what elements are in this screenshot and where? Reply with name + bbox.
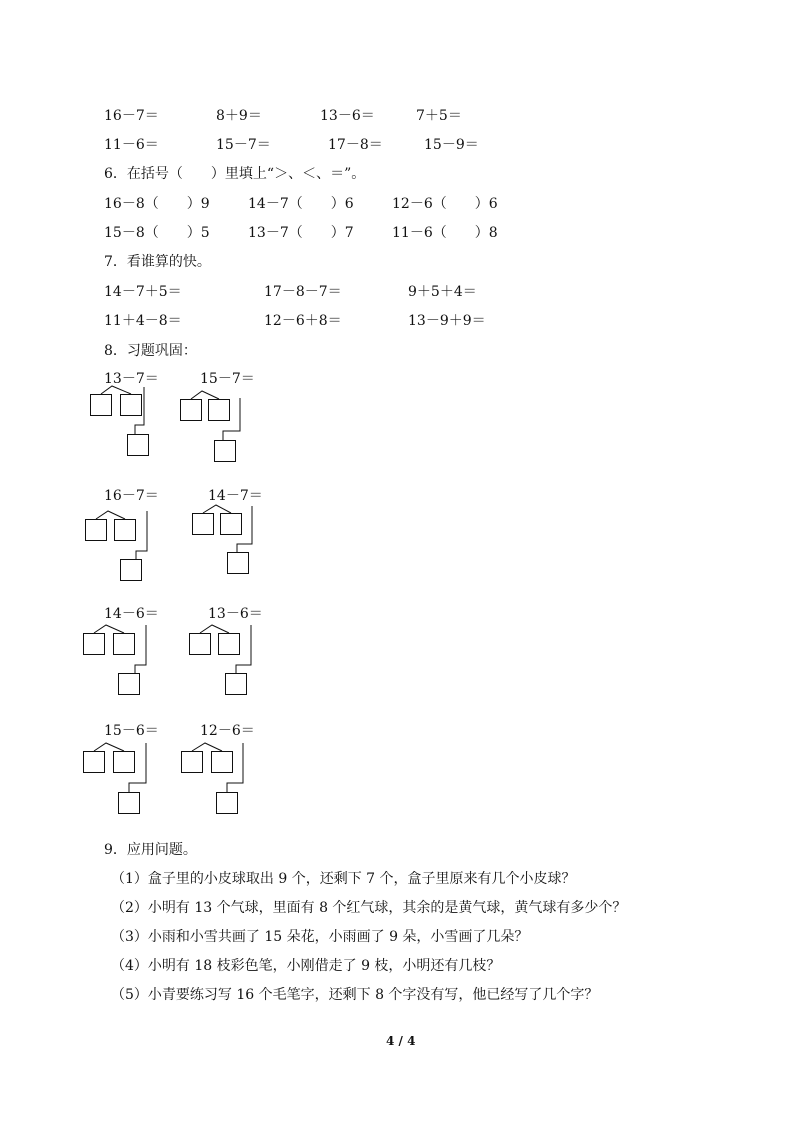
answer-box[interactable] (227, 552, 249, 574)
answer-box[interactable] (180, 399, 202, 421)
answer-box[interactable] (120, 394, 142, 416)
answer-box[interactable] (113, 633, 135, 655)
branch-line (191, 391, 219, 399)
page-number: 4 / 4 (386, 1034, 416, 1048)
q9-item-3: （3）小雨和小雪共画了 15 朵花，小雨画了 9 朵，小雪画了几朵？ (111, 929, 529, 945)
branch-line (192, 743, 222, 751)
answer-box[interactable] (113, 751, 135, 773)
answer-box[interactable] (216, 792, 238, 814)
branch-line (96, 511, 125, 519)
answer-box[interactable] (220, 513, 242, 535)
answer-box[interactable] (189, 633, 211, 655)
q7-r2-2: 12－6＋8＝ (264, 313, 342, 329)
q7-title: 7．看谁算的快。 (104, 254, 211, 270)
branch-line (94, 743, 124, 751)
q7-r2-1: 11＋4－8＝ (104, 313, 182, 329)
q9-item-2: （2）小明有 13 个气球，里面有 8 个红气球，其余的是黄气球，黄气球有多少个？ (111, 900, 627, 916)
branch-line (94, 625, 124, 633)
answer-box[interactable] (118, 792, 140, 814)
q9-title: 9．应用问题。 (104, 842, 197, 858)
q7-r2-3: 13－9＋9＝ (408, 313, 486, 329)
answer-box[interactable] (181, 751, 203, 773)
q6-r2-3: 11－6（ ）8 (392, 225, 498, 241)
answer-box[interactable] (114, 519, 136, 541)
q8-eq-3: 16－7＝ (104, 488, 159, 504)
branch-line (200, 625, 229, 633)
answer-box[interactable] (127, 434, 149, 456)
answer-box[interactable] (218, 633, 240, 655)
q7-r1-3: 9＋5＋4＝ (408, 284, 477, 300)
q6-r2-2: 13－7（ ）7 (248, 225, 354, 241)
eq-r1-4: 7＋5＝ (416, 108, 462, 124)
answer-box[interactable] (85, 519, 107, 541)
q7-r1-2: 17－8－7＝ (264, 284, 342, 300)
connector-line (136, 511, 147, 559)
answer-box[interactable] (214, 440, 236, 462)
answer-box[interactable] (225, 673, 247, 695)
answer-box[interactable] (120, 559, 142, 581)
eq-r2-3: 17－8＝ (328, 137, 383, 153)
q8-eq-4: 14－7＝ (208, 488, 263, 504)
answer-box[interactable] (83, 751, 105, 773)
answer-box[interactable] (83, 633, 105, 655)
answer-box[interactable] (211, 751, 233, 773)
q9-item-5: （5）小青要练习写 16 个毛笔字，还剩下 8 个字没有写，他已经写了几个字？ (111, 987, 599, 1003)
eq-r2-1: 11－6＝ (104, 137, 159, 153)
branch-line (203, 505, 231, 513)
q6-r1-1: 16－8（ ）9 (104, 196, 210, 212)
branch-line (101, 386, 131, 394)
eq-r1-1: 16－7＝ (104, 108, 159, 124)
q6-title: 6．在括号（ ）里填上“＞、＜、＝”。 (104, 166, 366, 182)
q8-eq-7: 15－6＝ (104, 723, 159, 739)
eq-r1-2: 8＋9＝ (216, 108, 262, 124)
eq-r2-2: 15－7＝ (216, 137, 271, 153)
q8-eq-2: 15－7＝ (200, 371, 255, 387)
answer-box[interactable] (208, 399, 230, 421)
q9-item-1: （1）盒子里的小皮球取出 9 个，还剩下 7 个，盒子里原来有几个小皮球？ (111, 871, 576, 887)
answer-box[interactable] (118, 673, 140, 695)
q7-r1-1: 14－7＋5＝ (104, 284, 182, 300)
q8-eq-6: 13－6＝ (208, 606, 263, 622)
answer-box[interactable] (90, 394, 112, 416)
q6-r1-2: 14－7（ ）6 (248, 196, 354, 212)
connector-line (135, 625, 146, 673)
eq-r1-3: 13－6＝ (320, 108, 375, 124)
eq-r2-4: 15－9＝ (424, 137, 479, 153)
q9-item-4: （4）小明有 18 枝彩色笔，小刚借走了 9 枝，小明还有几枝？ (111, 958, 501, 974)
q6-r2-1: 15－8（ ）5 (104, 225, 210, 241)
answer-box[interactable] (192, 513, 214, 535)
q8-title: 8．习题巩固： (104, 343, 197, 359)
q8-eq-8: 12－6＝ (200, 723, 255, 739)
q8-eq-5: 14－6＝ (104, 606, 159, 622)
q6-r1-3: 12－6（ ）6 (392, 196, 498, 212)
q8-eq-1: 13－7＝ (104, 371, 159, 387)
